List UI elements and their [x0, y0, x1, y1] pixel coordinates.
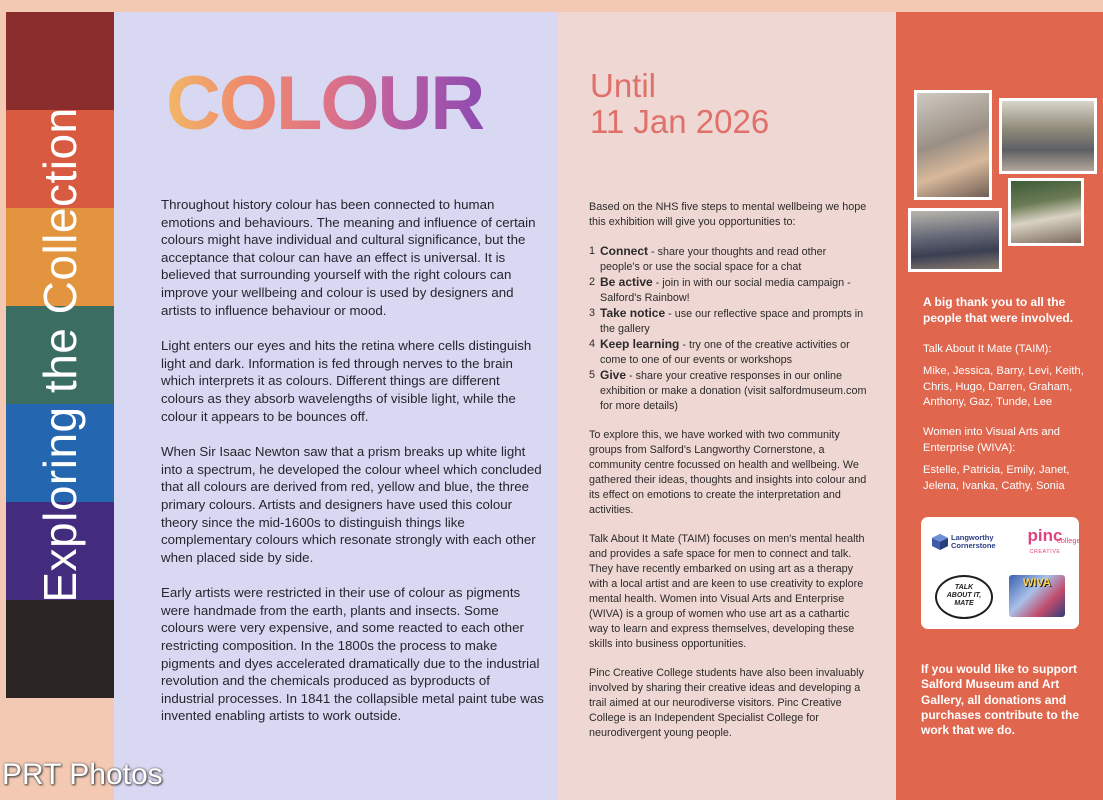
- intro-paragraph: Throughout history colour has been connected to human emotions and behaviours. The meaning and influence of certain colours might have individual and cultural significance, but the acceptance that colour can have an effect is universal. It is believed that surrounding yourself with the right colours can improve your wellbeing and colour is used by designers and artists to influence behaviour or mood.: [161, 197, 536, 318]
- pinc-logo: pinc college CREATIVE: [1027, 526, 1081, 555]
- workshop-photo: [914, 90, 992, 200]
- cube-icon: [931, 533, 949, 551]
- end-date: 11 Jan 2026: [590, 103, 770, 140]
- watermark: PRT Photos: [2, 758, 163, 791]
- list-item: 5 Give - share your creative responses in our online exhibition or make a donation (visit salfordmuseum.com for more details): [589, 368, 867, 412]
- workshop-photo: [1008, 178, 1084, 246]
- intro-text: [161, 196, 545, 743]
- stripe-band-black: [6, 600, 114, 698]
- community-paragraph: To explore this, we have worked with two community groups from Salford's Langworthy Cornerstone, a community centre focussed on health and wellbeing. We gathered their ideas, thoughts and insights into colour and its effect on emotions to create the interpretation and activities.: [589, 429, 867, 516]
- page-title: COLOUR: [166, 61, 484, 146]
- pinc-paragraph: Pinc Creative College students have also been invaluably involved by sharing their creative ideas and developing a trail aimed at our neurodiverse visitors. Pinc Creative College is an Independent Specialist College for neurodivergent young people.: [589, 667, 864, 739]
- wellbeing-panel: [558, 12, 896, 800]
- taim-logo: TALK ABOUT IT, MATE: [935, 575, 993, 619]
- wellbeing-intro: Based on the NHS five steps to mental wellbeing we hope this exhibition will give you opportunities to:: [589, 201, 867, 228]
- taim-wiva-paragraph: Talk About It Mate (TAIM) focuses on men's mental health and provides a safe space for men to connect and talk. They have recently embarked on using art as a therapy with a local artist and are keen to use creativity to explore mental health. Women into Visual Arts and Enterprise (WIVA) is a group of women who use art as a cathartic way to learn and express themselves, developing these skills into business opportunities.: [589, 533, 865, 650]
- wiva-logo: WIVA: [1009, 575, 1065, 617]
- taim-label: Talk About It Mate (TAIM):: [923, 343, 1052, 355]
- intro-panel: [114, 12, 564, 800]
- workshop-photo: [999, 98, 1097, 174]
- stripe-band-red: [6, 12, 114, 110]
- wiva-names: Estelle, Patricia, Emily, Janet, Jelena, Ivanka, Cathy, Sonia: [923, 464, 1070, 492]
- until-label: Until: [590, 67, 657, 104]
- thanks-panel: [896, 12, 1103, 800]
- list-item: 4 Keep learning - try one of the creative activities or come to one of our events or workshops: [589, 337, 850, 366]
- thanks-heading: A big thank you to all the people that were involved.: [923, 295, 1074, 325]
- wellbeing-text: [589, 200, 869, 755]
- wiva-label: Women into Visual Arts and Enterprise (WIVA):: [923, 426, 1061, 454]
- workshop-photo: [908, 208, 1002, 272]
- list-item: 2 Be active - join in with our social media campaign - Salford's Rainbow!: [589, 275, 851, 304]
- list-item: 3 Take notice - use our reflective space and prompts in the gallery: [589, 306, 864, 335]
- stripe-title: Exploring the Collection: [34, 107, 86, 603]
- five-steps-list: [589, 244, 869, 414]
- exhibition-board: [6, 12, 1103, 800]
- langworthy-logo: Langworthy Cornerstone: [931, 533, 996, 551]
- support-message: If you would like to support Salford Museum and Art Gallery, all donations and purchases contribute to the work that we do.: [921, 662, 1080, 738]
- exhibition-dates: [590, 68, 769, 140]
- taim-names: Mike, Jessica, Barry, Levi, Keith, Chris, Hugo, Darren, Graham, Anthony, Gaz, Tunde, Lee: [923, 365, 1084, 408]
- partner-logos: [921, 517, 1079, 629]
- list-item: 1 Connect - share your thoughts and read other people's or use the social space for a chat: [589, 244, 827, 273]
- intro-paragraph: Early artists were restricted in their use of colour as pigments were handmade from the earth, plants and insects. Some colours were very expensive, and some reacted to each other restricting composition. In the 1800s the process to make pigments and dyes accelerated dramatically due to the industrial revolution and the chemicals produced as byproducts of industrial processes. In 1841 the collapsible metal paint tube was invented enabling artists to work outside.: [161, 585, 544, 724]
- intro-paragraph: Light enters our eyes and hits the retina where cells distinguish light and dark. Information is fed through nerves to the brain which interprets it as colours. Different things are different colours as they absorb wavelengths of visible light, while the colour it appears to be bounces off.: [161, 338, 532, 424]
- intro-paragraph: When Sir Isaac Newton saw that a prism breaks up white light into a spectrum, he developed the colour wheel which concluded that all colours are derived from red, yellow and blue, the three primary colours. Artists and designers have used this colour theory since the mid-1600s to distinguish things like complementary colours which resonate strongly with each other when placed side by side.: [161, 444, 542, 565]
